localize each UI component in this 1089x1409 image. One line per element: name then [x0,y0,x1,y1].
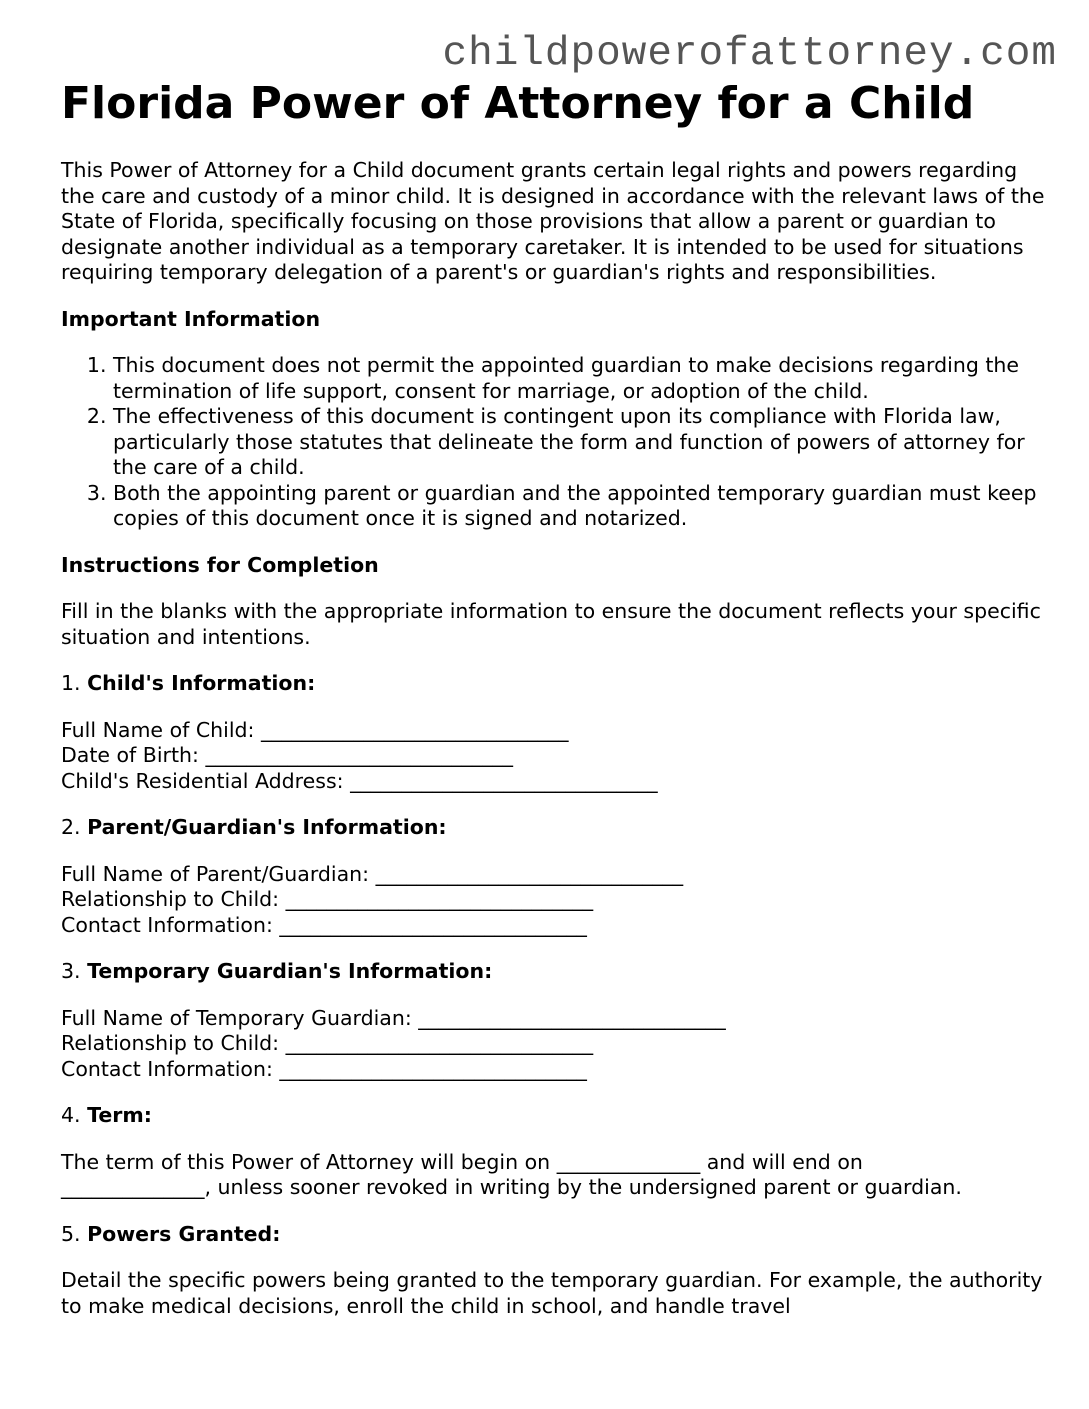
instructions-text: Fill in the blanks with the appropriate information to ensure the document reflects your specific situation and intentions. [61,599,1041,649]
important-info-heading: Important Information [61,306,321,331]
section-number: 2. [61,815,81,839]
fill-blank[interactable]: ______________________________ [261,717,569,742]
important-info-list [61,353,1051,532]
field-label: Child's Residential Address: [61,768,344,793]
field-label: Contact Information: [61,912,273,937]
temp-guardian-name-field[interactable] [61,1006,1051,1032]
field-label: Relationship to Child: [61,1031,280,1055]
fill-blank[interactable]: ______________________________ [279,1056,587,1081]
list-item: 3. Both the appointing parent or guardian and the appointed temporary guardian must keep copies of this document once it is signed and notarized. [113,481,1051,532]
field-label: Contact Information: [61,1056,273,1081]
field-label: Relationship to Child: [61,887,280,911]
section-number: 3. [61,959,81,983]
section-title: Parent/Guardian's Information: [87,815,447,839]
instructions-heading: Instructions for Completion [61,552,379,577]
parent-fields [61,862,1051,939]
section-number: 4. [61,1103,81,1127]
term-start-blank[interactable]: ______________ [556,1149,701,1174]
document-title: Florida Power of Attorney for a Child [61,78,975,129]
section-heading-parent [61,815,1051,841]
term-end-blank[interactable]: ______________ [61,1175,205,1199]
term-text-end: , unless sooner revoked in writing by the undersigned parent or guardian. [204,1175,962,1199]
section-number: 1. [61,671,81,695]
term-text-start: The term of this Power of Attorney will begin on [61,1149,551,1174]
section-title: Term: [87,1103,152,1127]
field-label: Date of Birth: [61,743,199,767]
fill-blank[interactable]: ______________________________ [285,887,594,911]
list-item: 1. This document does not permit the appointed guardian to make decisions regarding the termination of life support, consent for marriage, or adoption of the child. [113,353,1051,404]
section-heading-temp-guardian [61,959,1051,985]
section-title: Powers Granted: [87,1221,281,1246]
fill-blank[interactable]: ______________________________ [205,743,513,767]
parent-contact-field[interactable] [61,913,1051,939]
fill-blank[interactable]: ______________________________ [279,912,587,937]
document-page [61,80,1051,1319]
section-heading-powers [61,1222,1051,1248]
term-paragraph [61,1150,1051,1201]
fill-blank[interactable]: ______________________________ [375,861,684,886]
section-title: Temporary Guardian's Information: [87,959,493,983]
intro-paragraph: This Power of Attorney for a Child document grants certain legal rights and powers regarding the care and custody of a minor child. It is designed in accordance with the relevant laws of the State of Florida, specifically focusing on those provisions that allow a parent or guardian to designate another individual as a temporary caretaker. It is intended to be used for situations requiring temporary delegation of a parent's or guardian's rights and responsibilities. [61,158,1045,284]
child-name-field[interactable] [61,718,1051,744]
child-dob-field[interactable] [61,743,1051,769]
list-item: 2. The effectiveness of this document is contingent upon its compliance with Florida law, particularly those statutes that delineate the form and function of powers of attorney for the care of a child. [113,404,1051,481]
term-text-middle: and will end on [706,1149,863,1174]
site-watermark: childpowerofattorney.com [442,31,1057,77]
child-fields [61,718,1051,795]
temp-guardian-fields [61,1006,1051,1083]
section-number: 5. [61,1221,81,1246]
field-label: Full Name of Child: [61,717,255,742]
powers-paragraph: Detail the specific powers being granted to the temporary guardian. For example, the authority to make medical decisions, enroll the child in school, and handle travel [61,1268,1043,1318]
temp-guardian-relationship-field[interactable] [61,1031,1051,1057]
temp-guardian-contact-field[interactable] [61,1057,1051,1083]
fill-blank[interactable]: ______________________________ [418,1005,726,1030]
child-address-field[interactable] [61,769,1051,795]
fill-blank[interactable]: ______________________________ [350,768,658,793]
section-title: Child's Information: [87,671,316,695]
field-label: Full Name of Parent/Guardian: [61,861,370,886]
section-heading-term [61,1103,1051,1129]
parent-relationship-field[interactable] [61,887,1051,913]
parent-name-field[interactable] [61,862,1051,888]
section-heading-child [61,671,1051,697]
field-label: Full Name of Temporary Guardian: [61,1005,412,1030]
fill-blank[interactable]: ______________________________ [285,1031,594,1055]
